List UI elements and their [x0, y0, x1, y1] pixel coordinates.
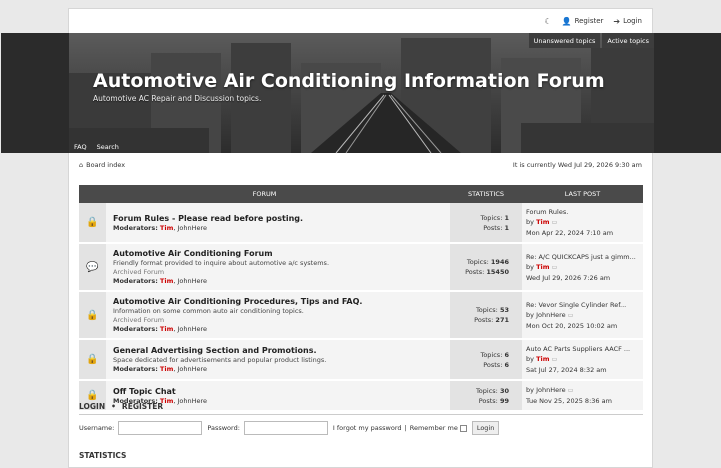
moderator-link[interactable]: Tim	[159, 223, 174, 232]
forum-title[interactable]: General Advertising Section and Promotions.	[113, 346, 317, 355]
statistics-header: STATISTICS	[467, 190, 505, 198]
forum-description: Space dedicated for advertisements and popular product listings.	[113, 356, 327, 364]
forum-stats: Topics: 53 Posts: 271	[450, 291, 522, 339]
home-icon: ⌂	[79, 161, 84, 169]
last-post-author[interactable]: JohnHere	[536, 310, 566, 319]
last-post-title[interactable]: Auto AC Parts Suppliers AACF ...	[526, 345, 631, 353]
archived-label: Archived Forum	[113, 316, 165, 324]
moon-icon: ☾	[544, 16, 552, 26]
moderator-link[interactable]: Tim	[159, 325, 174, 333]
forum-description: Information on some common auto air conditioning topics.	[113, 307, 304, 315]
last-post-title[interactable]: Forum Rules.	[526, 208, 569, 216]
last-post-author[interactable]: Tim	[536, 218, 550, 226]
moderator-link[interactable]: JohnHere	[177, 396, 208, 405]
forum-title[interactable]: Automotive Air Conditioning Forum	[113, 249, 273, 258]
lock-icon: 🔒	[79, 203, 106, 243]
forum-row	[79, 243, 643, 291]
forum-title[interactable]: Forum Rules - Please read before posting.	[113, 213, 304, 223]
goto-post-icon[interactable]: ▭	[551, 263, 558, 271]
username-label: Username:	[79, 424, 115, 432]
register-label: Register	[574, 17, 604, 25]
lock-icon: 🔒	[79, 380, 106, 411]
forum-stats: Topics: 6 Posts: 6	[450, 339, 522, 380]
last-post-title[interactable]: Re: A/C QUICKCAPS just a gimm...	[526, 252, 636, 261]
last-post: by JohnHere ▭ Tue Nov 25, 2025 8:36 am	[522, 380, 643, 411]
last-post-date: Mon Oct 20, 2025 10:02 am	[526, 321, 618, 330]
forum-row	[79, 291, 643, 339]
last-post-title[interactable]: Re: Vevor Single Cylinder Ref...	[526, 300, 627, 309]
register-link[interactable]	[562, 17, 604, 26]
moderator-link[interactable]: Tim	[159, 396, 174, 405]
header-nav	[69, 138, 124, 153]
site-description: Automotive AC Repair and Discussion topics.	[93, 94, 262, 103]
forum-row	[79, 339, 643, 380]
last-post-author[interactable]: Tim	[536, 262, 550, 271]
forgot-password-link[interactable]: I forgot my password	[332, 424, 402, 432]
lock-icon: 🔒	[79, 291, 106, 339]
quick-links	[529, 33, 654, 48]
current-time: It is currently Wed Jul 29, 2026 9:30 am	[512, 161, 642, 169]
moderator-link[interactable]: Tim	[159, 365, 174, 373]
goto-post-icon[interactable]: ▭	[551, 356, 558, 363]
last-post-date: Wed Jul 29, 2026 7:26 am	[526, 273, 611, 282]
last-post: Re: A/C QUICKCAPS just a gimm... by Tim ▭ Wed Jul 29, 2026 7:26 am	[522, 243, 643, 291]
last-post-date: Tue Nov 25, 2025 8:36 am	[526, 397, 612, 405]
forum-stats: Topics: 30 Posts: 99	[450, 380, 522, 411]
login-form: Username: Password: I forgot my password | Remember me Login	[79, 421, 643, 435]
remember-me-checkbox[interactable]	[460, 425, 467, 432]
moderators: Moderators: Tim, JohnHere	[113, 365, 208, 373]
forum-stats: Topics: 1 Posts: 1	[450, 203, 522, 243]
username-input[interactable]	[118, 421, 202, 435]
last-post-author[interactable]: JohnHere	[536, 386, 566, 394]
chat-icon: 💬	[79, 243, 106, 291]
search-link[interactable]: Search	[92, 138, 124, 153]
last-post: Re: Vevor Single Cylinder Ref... by JohnHere ▭ Mon Oct 20, 2025 10:02 am	[522, 291, 643, 339]
login-heading-link[interactable]: LOGIN	[79, 402, 106, 411]
breadcrumb[interactable]	[79, 161, 125, 169]
page-container	[68, 8, 653, 468]
moderator-link[interactable]: JohnHere	[177, 325, 208, 333]
last-post-author[interactable]: Tim	[536, 355, 550, 363]
active-topics-link[interactable]: Active topics	[602, 33, 654, 48]
last-post-date: Sat Jul 27, 2024 8:32 am	[526, 366, 607, 374]
user-plus-icon: 👤	[561, 16, 572, 26]
site-title[interactable]: Automotive Air Conditioning Information Forum	[93, 70, 605, 92]
statistics-heading: STATISTICS	[79, 451, 127, 460]
goto-post-icon[interactable]: ▭	[551, 219, 558, 226]
password-input[interactable]	[244, 421, 328, 435]
unanswered-topics-link[interactable]: Unanswered topics	[529, 33, 601, 48]
last-post-date: Mon Apr 22, 2024 7:10 am	[526, 229, 614, 237]
forum-title[interactable]: Off Topic Chat	[113, 386, 176, 396]
faq-link[interactable]: FAQ	[69, 138, 92, 153]
login-heading: LOGIN • REGISTER	[79, 402, 643, 415]
theme-toggle[interactable]	[544, 17, 551, 26]
breadcrumb-row	[79, 161, 642, 169]
login-section	[79, 402, 643, 435]
login-button[interactable]: Login	[472, 421, 500, 435]
forum-description: Friendly format provided to inquire about automotive a/c systems.	[113, 259, 330, 267]
header-banner	[1, 33, 721, 153]
remember-me-label: Remember me	[409, 424, 458, 432]
login-label: Login	[623, 17, 642, 25]
table-header	[79, 185, 643, 203]
forum-table	[79, 185, 643, 412]
last-post: Auto AC Parts Suppliers AACF ... by Tim ▭ Sat Jul 27, 2024 8:32 am	[522, 339, 643, 380]
moderators: Moderators: Tim, JohnHere	[113, 223, 208, 232]
forum-stats: Topics: 1946 Posts: 15450	[450, 243, 522, 291]
sign-in-icon: ➔	[613, 16, 621, 26]
moderator-link[interactable]: Tim	[159, 277, 174, 285]
moderators: Moderators: Tim, JohnHere	[113, 277, 208, 285]
board-index-link[interactable]: Board index	[86, 161, 126, 169]
moderators: Moderators: Tim, JohnHere	[113, 325, 208, 333]
forum-header: FORUM	[252, 190, 277, 198]
top-bar	[69, 9, 652, 33]
forum-row	[79, 203, 643, 243]
forum-title[interactable]: Automotive Air Conditioning Procedures, Tips and FAQ.	[113, 297, 363, 306]
register-heading-link[interactable]: REGISTER	[121, 402, 164, 411]
moderator-link[interactable]: JohnHere	[177, 365, 208, 373]
moderator-link[interactable]: JohnHere	[177, 223, 208, 232]
lock-icon: 🔒	[79, 339, 106, 380]
moderators: Moderators: Tim, JohnHere	[113, 396, 208, 405]
archived-label: Archived Forum	[113, 268, 165, 276]
last-post: Forum Rules. by Tim ▭ Mon Apr 22, 2024 7:10 am	[522, 203, 643, 243]
goto-post-icon[interactable]: ▭	[567, 387, 574, 394]
last-post-header: LAST POST	[564, 190, 601, 198]
password-label: Password:	[207, 424, 240, 432]
login-link[interactable]	[613, 17, 642, 26]
moderator-link[interactable]: JohnHere	[177, 277, 208, 285]
goto-post-icon[interactable]: ▭	[567, 311, 574, 319]
